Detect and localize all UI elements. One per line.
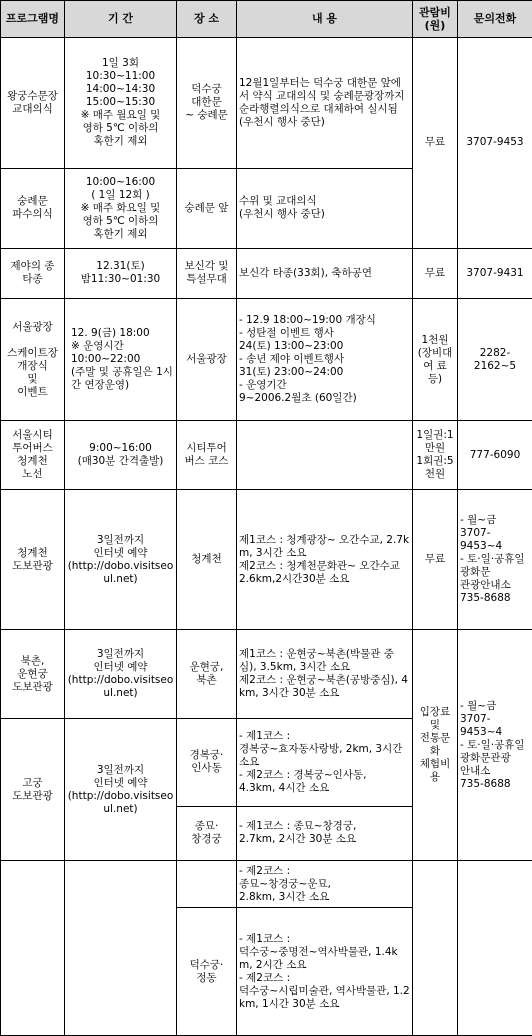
- header-period: 기 간: [65, 1, 177, 38]
- phone-cell: 3707-9431: [458, 248, 532, 299]
- place-cell: 경복궁· 인사동: [177, 719, 237, 806]
- period-cell: 3일전까지 인터넷 예약 (http://dobo.visitseoul.net): [65, 490, 177, 630]
- fee-cell: [413, 861, 458, 1036]
- content-cell: 제1코스 : 운현궁~북촌(박물관 중심), 3.5km, 3시간 소요 제2코스 : 운현궁~북촌(공방중심), 4km, 3시간 30분 소요: [237, 630, 413, 719]
- fee-cell: 무료: [413, 490, 458, 630]
- table-row: [1, 421, 532, 490]
- content-cell: - 제1코스 : 경복궁~효자동사랑방, 2km, 3시간 소요 - 제2코스 : 경복궁~인사동, 4.3km, 4시간 소요: [237, 719, 413, 806]
- program-cell: 서울시티 투어버스 청계천 노선: [1, 421, 65, 490]
- program-cell: 고궁 도보관광: [1, 719, 65, 861]
- fee-cell: 무료: [413, 248, 458, 299]
- table-row: [1, 861, 532, 908]
- period-cell: 3일전까지 인터넷 예약 (http://dobo.visitseoul.net): [65, 630, 177, 719]
- place-cell: 운현궁, 북촌: [177, 630, 237, 719]
- program-cell: 북촌, 운현궁 도보관광: [1, 630, 65, 719]
- place-cell: 종묘· 창경궁: [177, 806, 237, 861]
- header-content: 내 용: [237, 1, 413, 38]
- program-cell: [1, 861, 65, 1036]
- period-cell: [65, 861, 177, 1036]
- header-row: [1, 1, 532, 38]
- content-cell: 제1코스 : 청계광장~ 오간수교, 2.7km, 3시간 소요 제2코스 : 청계천문화관~ 오간수교 2.6km,2시간30분 소요: [237, 490, 413, 630]
- phone-cell: 2282- 2162~5: [458, 299, 532, 421]
- table-row: [1, 490, 532, 630]
- phone-cell: 3707-9453: [458, 37, 532, 248]
- program-cell: 제야의 종 타종: [1, 248, 65, 299]
- phone-cell: [458, 861, 532, 1036]
- content-cell: 보신각 타종(33회), 축하공연: [237, 248, 413, 299]
- period-cell: 9:00~16:00 (매30분 간격출발): [65, 421, 177, 490]
- fee-cell: 입장료 및 전통문화 체험비 용: [413, 630, 458, 861]
- place-cell: 서울광장: [177, 299, 237, 421]
- program-cell: 왕궁수문장 교대의식: [1, 37, 65, 169]
- period-cell: 3일전까지 인터넷 예약 (http://dobo.visitseoul.net): [65, 719, 177, 861]
- program-cell: 서울광장 스케이트장 개장식 및 이벤트: [1, 299, 65, 421]
- phone-cell: - 월~금 3707- 9453~4 - 토·일·공휴일 광화문 관광안내소 735-8688: [458, 490, 532, 630]
- place-cell: 숭례문 앞: [177, 169, 237, 248]
- content-cell: - 제1코스 : 덕수궁~중명전~역사박물관, 1.4km, 2시간 소요 - 제2코스 : 덕수궁~시립미술관, 역사박물관, 1.2km, 1시간 30분 소요: [237, 908, 413, 1036]
- content-cell: 수위 및 교대의식 (우천시 행사 중단): [237, 169, 413, 248]
- content-cell: - 제2코스 : 종묘~창경궁~운묘, 2.8km, 3시간 소요: [237, 861, 413, 908]
- table-row: [1, 37, 532, 169]
- period-cell: 10:00~16:00 ( 1일 12회 ) ※ 매주 화요일 및 영하 5℃ 이하의 혹한기 제외: [65, 169, 177, 248]
- place-cell: 청계천: [177, 490, 237, 630]
- period-cell: 12. 9(금) 18:00 ※ 운영시간 10:00~22:00 (주말 및 공휴일은 1시간 연장운영): [65, 299, 177, 421]
- fee-cell: 무료: [413, 37, 458, 248]
- table-row: [1, 248, 532, 299]
- period-cell: 12.31(토) 밤11:30~01:30: [65, 248, 177, 299]
- fee-cell: 1천원 (장비대여 료 등): [413, 299, 458, 421]
- program-cell: 숭례문 파수의식: [1, 169, 65, 248]
- phone-cell: 777-6090: [458, 421, 532, 490]
- fee-cell: 1일권:1만원 1회권:5천원: [413, 421, 458, 490]
- header-phone: 문의전화: [458, 1, 532, 38]
- content-cell: [237, 421, 413, 490]
- header-place: 장 소: [177, 1, 237, 38]
- content-cell: 12월1일부터는 덕수궁 대한문 앞에서 약식 교대의식 및 숭례문광장까지 순라행렬의식으로 대체하여 실시됨 (우천시 행사 중단): [237, 37, 413, 169]
- period-cell: 1일 3회 10:30~11:00 14:00~14:30 15:00~15:30 ※ 매주 월요일 및 영하 5℃ 이하의 혹한기 제외: [65, 37, 177, 169]
- place-cell: 시티투어 버스 코스: [177, 421, 237, 490]
- phone-cell: - 월~금 3707- 9453~4 - 토·일·공휴일 광화문관광 안내소 735-8688: [458, 630, 532, 861]
- content-cell: - 제1코스 : 종묘~창경궁, 2.7km, 2시간 30분 소요: [237, 806, 413, 861]
- table-row: [1, 630, 532, 719]
- place-cell: 덕수궁· 정동: [177, 908, 237, 1036]
- place-cell: [177, 861, 237, 908]
- program-cell: 청계천 도보관광: [1, 490, 65, 630]
- header-program: 프로그램명: [1, 1, 65, 38]
- header-fee: 관람비 (원): [413, 1, 458, 38]
- table-row: [1, 299, 532, 421]
- place-cell: 덕수궁 대한문 ~ 숭례문: [177, 37, 237, 169]
- content-cell: - 12.9 18:00~19:00 개장식 - 성탄절 이벤트 행사 24(토) 13:00~23:00 - 송년 제야 이벤트행사 31(토) 23:00~24:00 - 운영기간 9~2006.2월초 (60일간): [237, 299, 413, 421]
- place-cell: 보신각 및 특설무대: [177, 248, 237, 299]
